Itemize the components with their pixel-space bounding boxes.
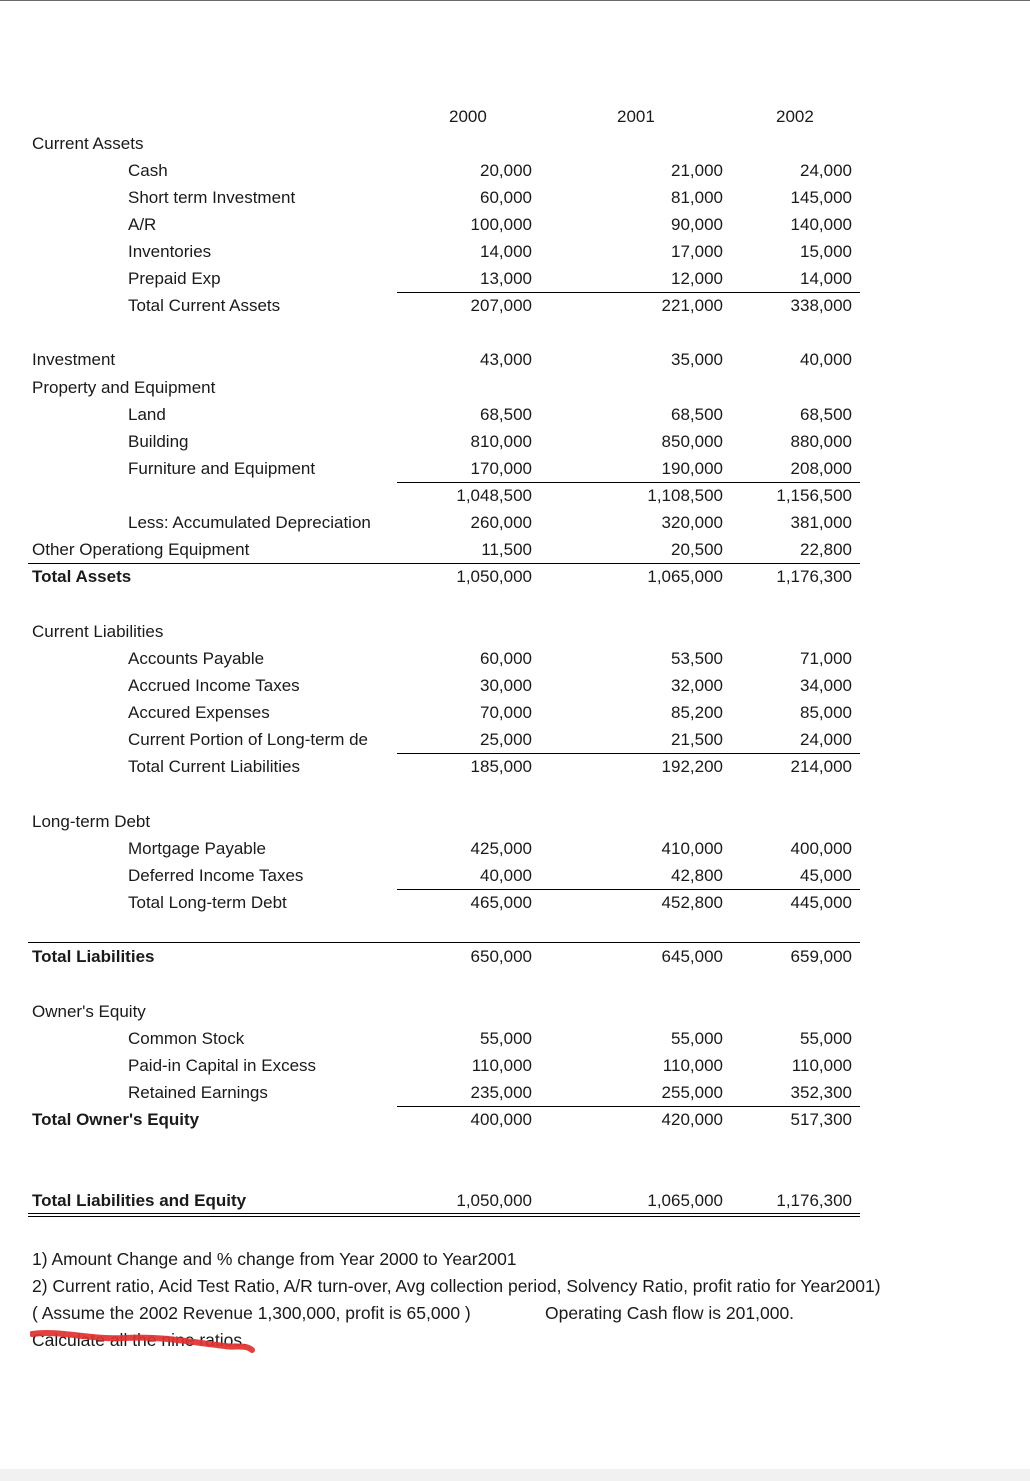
value-2000: 55,000 bbox=[480, 1029, 532, 1048]
row-label: Total Owner's Equity bbox=[32, 1110, 200, 1129]
rule-line bbox=[28, 942, 860, 943]
row-label: Total Assets bbox=[32, 567, 132, 586]
value-2002: 1,176,300 bbox=[776, 1191, 852, 1210]
value-2001: 20,500 bbox=[671, 540, 723, 559]
value-2000: 25,000 bbox=[480, 730, 532, 749]
value-2001: 1,108,500 bbox=[647, 486, 723, 505]
value-2001: 1,065,000 bbox=[647, 1191, 723, 1210]
row-label: Total Liabilities bbox=[32, 947, 155, 966]
value-2000: 43,000 bbox=[480, 350, 532, 369]
value-2002: 214,000 bbox=[790, 757, 852, 776]
value-2001: 255,000 bbox=[661, 1083, 723, 1102]
section-current-liabilities: Current Liabilities bbox=[32, 622, 164, 641]
value-2000: 650,000 bbox=[470, 947, 532, 966]
value-2000: 30,000 bbox=[480, 676, 532, 695]
value-2001: 850,000 bbox=[661, 432, 723, 451]
value-2001: 17,000 bbox=[671, 242, 723, 261]
value-2002: 24,000 bbox=[800, 730, 852, 749]
row-label: Less: Accumulated Depreciation bbox=[128, 513, 371, 532]
value-2000: 185,000 bbox=[470, 757, 532, 776]
question-assumption: ( Assume the 2002 Revenue 1,300,000, profit is 65,000 ) bbox=[32, 1303, 471, 1323]
row-label: Deferred Income Taxes bbox=[128, 866, 304, 885]
value-2002: 338,000 bbox=[790, 296, 852, 315]
year-header-2002: 2002 bbox=[776, 107, 814, 126]
value-2001: 1,065,000 bbox=[647, 567, 723, 586]
value-2001: 90,000 bbox=[671, 215, 723, 234]
row-label: Investment bbox=[32, 350, 116, 369]
value-2001: 85,200 bbox=[671, 703, 723, 722]
bottom-band bbox=[0, 1469, 1030, 1481]
value-2001: 55,000 bbox=[671, 1029, 723, 1048]
double-underline bbox=[28, 1213, 860, 1217]
row-label: Total Liabilities and Equity bbox=[32, 1191, 247, 1210]
value-2001: 12,000 bbox=[671, 269, 723, 288]
value-2000: 1,050,000 bbox=[456, 1191, 532, 1210]
value-2002: 14,000 bbox=[800, 269, 852, 288]
row-label: Total Long-term Debt bbox=[128, 893, 287, 912]
rule-line bbox=[397, 889, 860, 890]
rule-line bbox=[28, 563, 860, 564]
rule-line bbox=[397, 292, 860, 293]
value-2002: 45,000 bbox=[800, 866, 852, 885]
value-2001: 192,200 bbox=[661, 757, 723, 776]
value-2002: 352,300 bbox=[790, 1083, 852, 1102]
year-header-2001: 2001 bbox=[617, 107, 655, 126]
value-2000: 465,000 bbox=[470, 893, 532, 912]
row-label: Short term Investment bbox=[128, 188, 296, 207]
value-2001: 190,000 bbox=[661, 459, 723, 478]
value-2002: 208,000 bbox=[790, 459, 852, 478]
value-2000: 110,000 bbox=[471, 1056, 532, 1075]
rule-line bbox=[397, 482, 860, 483]
section-long-term-debt: Long-term Debt bbox=[32, 812, 151, 831]
rule-line bbox=[397, 753, 860, 754]
row-label: Building bbox=[128, 432, 189, 451]
row-label: A/R bbox=[128, 215, 157, 234]
value-2002: 15,000 bbox=[800, 242, 852, 261]
value-2000: 810,000 bbox=[470, 432, 532, 451]
value-2001: 645,000 bbox=[661, 947, 723, 966]
value-2002: 24,000 bbox=[800, 161, 852, 180]
row-label: Inventories bbox=[128, 242, 212, 261]
value-2002: 659,000 bbox=[790, 947, 852, 966]
section-current-assets: Current Assets bbox=[32, 134, 144, 153]
row-label: Other Operationg Equipment bbox=[32, 540, 250, 559]
row-label: Accured Expenses bbox=[128, 703, 270, 722]
value-2001: 81,000 bbox=[671, 188, 723, 207]
value-2002: 22,800 bbox=[800, 540, 852, 559]
value-2000: 40,000 bbox=[480, 866, 532, 885]
value-2001: 21,500 bbox=[671, 730, 723, 749]
row-label: Retained Earnings bbox=[128, 1083, 268, 1102]
value-2002: 445,000 bbox=[790, 893, 852, 912]
value-2000: 60,000 bbox=[480, 188, 532, 207]
row-label: Current Portion of Long-term de bbox=[128, 730, 369, 749]
value-2001: 21,000 bbox=[671, 161, 723, 180]
question-2: 2) Current ratio, Acid Test Ratio, A/R turn-over, Avg collection period, Solvency Ratio, profit ratio for Year2001) bbox=[32, 1276, 881, 1296]
value-2002: 400,000 bbox=[790, 839, 852, 858]
value-2002: 145,000 bbox=[790, 188, 852, 207]
year-header-2000: 2000 bbox=[449, 107, 487, 126]
row-label: Accounts Payable bbox=[128, 649, 265, 668]
value-2002: 517,300 bbox=[790, 1110, 852, 1129]
value-2001: 35,000 bbox=[671, 350, 723, 369]
value-2001: 32,000 bbox=[671, 676, 723, 695]
section-property-equipment: Property and Equipment bbox=[32, 378, 216, 397]
value-2000: 170,000 bbox=[470, 459, 532, 478]
value-2002: 140,000 bbox=[790, 215, 852, 234]
value-2000: 11,500 bbox=[481, 540, 532, 559]
row-label: Common Stock bbox=[128, 1029, 245, 1048]
row-label: Furniture and Equipment bbox=[128, 459, 316, 478]
value-2002: 71,000 bbox=[800, 649, 852, 668]
value-2002: 110,000 bbox=[791, 1056, 852, 1075]
value-2002: 1,176,300 bbox=[776, 567, 852, 586]
value-2000: 68,500 bbox=[480, 405, 532, 424]
value-2001: 42,800 bbox=[671, 866, 723, 885]
value-2001: 410,000 bbox=[661, 839, 723, 858]
row-label: Cash bbox=[128, 161, 168, 180]
value-2000: 235,000 bbox=[470, 1083, 532, 1102]
value-2001: 221,000 bbox=[661, 296, 723, 315]
value-2002: 55,000 bbox=[800, 1029, 852, 1048]
top-border-line bbox=[0, 0, 1030, 1]
value-2001: 110,000 bbox=[662, 1056, 723, 1075]
value-2000: 100,000 bbox=[470, 215, 532, 234]
value-2001: 68,500 bbox=[671, 405, 723, 424]
row-label: Mortgage Payable bbox=[128, 839, 266, 858]
row-label: Total Current Assets bbox=[128, 296, 281, 315]
value-2002: 40,000 bbox=[800, 350, 852, 369]
red-scribble-mark bbox=[30, 1328, 260, 1356]
value-2002: 381,000 bbox=[790, 513, 852, 532]
value-2001: 320,000 bbox=[661, 513, 723, 532]
value-2002: 68,500 bbox=[800, 405, 852, 424]
value-2000: 70,000 bbox=[480, 703, 532, 722]
value-2002: 85,000 bbox=[800, 703, 852, 722]
value-2000: 207,000 bbox=[470, 296, 532, 315]
row-label: Paid-in Capital in Excess bbox=[128, 1056, 317, 1075]
value-2000: 13,000 bbox=[480, 269, 532, 288]
rule-line bbox=[397, 1106, 860, 1107]
value-2002: 34,000 bbox=[800, 676, 852, 695]
section-owners-equity: Owner's Equity bbox=[32, 1002, 146, 1021]
value-2000: 20,000 bbox=[480, 161, 532, 180]
value-2000: 260,000 bbox=[470, 513, 532, 532]
row-label: Accrued Income Taxes bbox=[128, 676, 300, 695]
value-2000: 1,050,000 bbox=[456, 567, 532, 586]
value-2000: 14,000 bbox=[480, 242, 532, 261]
value-2000: 400,000 bbox=[470, 1110, 532, 1129]
row-label: Prepaid Exp bbox=[128, 269, 221, 288]
question-calculate-ratios: Calculate all the nine ratios. bbox=[32, 1330, 247, 1350]
value-2002: 880,000 bbox=[790, 432, 852, 451]
value-2000: 60,000 bbox=[480, 649, 532, 668]
value-2000: 1,048,500 bbox=[456, 486, 532, 505]
value-2002: 1,156,500 bbox=[776, 486, 852, 505]
value-2001: 53,500 bbox=[671, 649, 723, 668]
value-2001: 452,800 bbox=[661, 893, 723, 912]
row-label: Total Current Liabilities bbox=[128, 757, 300, 776]
value-2001: 420,000 bbox=[661, 1110, 723, 1129]
value-2000: 425,000 bbox=[470, 839, 532, 858]
question-operating-cash-flow: Operating Cash flow is 201,000. bbox=[545, 1303, 795, 1323]
row-label: Land bbox=[128, 405, 166, 424]
question-1: 1) Amount Change and % change from Year 2000 to Year2001 bbox=[32, 1249, 517, 1269]
